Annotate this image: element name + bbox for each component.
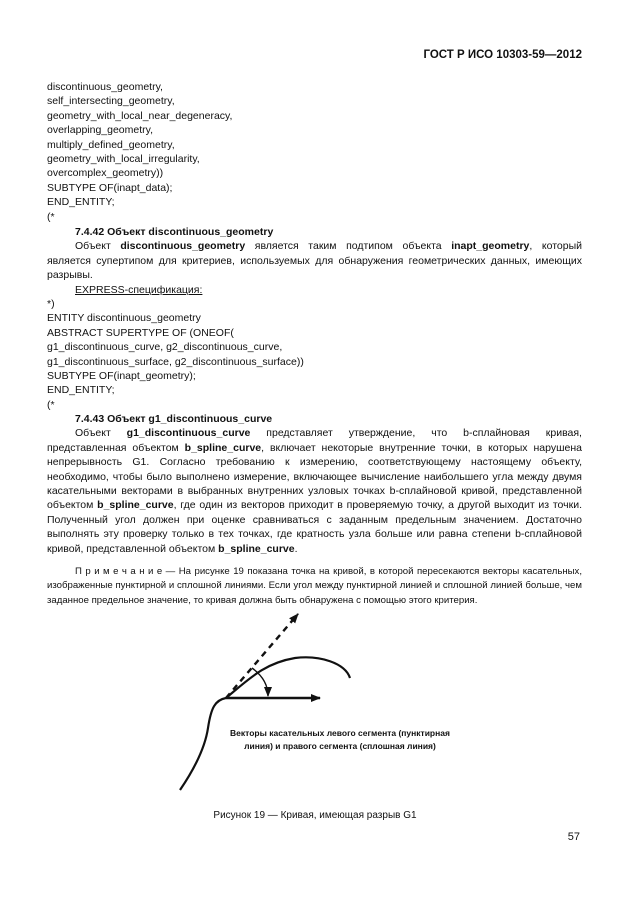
code-line: g1_discontinuous_surface, g2_discontinuous_surface)): [47, 355, 304, 368]
section-paragraph: [47, 239, 582, 282]
code-line: (*: [47, 398, 55, 411]
note-text: — На рисунке 19 показана точка на кривой, в которой пересекаются векторы касательных, изображенные пунктирной и сплошной линиями. Если угол между пунктирной линией и сплошной линией больше, чем заданное предельное значение, то кривая должна быть обнаружена с помощью этого критерия.: [47, 566, 582, 606]
section-paragraph: [47, 426, 582, 556]
section-7-4-43: [47, 412, 582, 556]
code-line: g1_discontinuous_curve, g2_discontinuous_curve,: [47, 341, 283, 354]
section-heading: 7.4.43 Объект g1_discontinuous_curve: [75, 413, 273, 425]
entity-name: b_spline_curve: [184, 441, 262, 454]
section-7-4-42: [47, 225, 582, 297]
code-block-1: [47, 80, 587, 224]
code-line: geometry_with_local_near_degeneracy,: [47, 109, 233, 122]
figure-label: [200, 727, 480, 753]
left-tangent-vector-dashed: [226, 614, 298, 698]
code-block-2: [47, 297, 587, 412]
figure-label-line: линия) и правого сегмента (сплошная линия): [244, 741, 436, 751]
figure-caption: Рисунок 19 — Кривая, имеющая разрыв G1: [213, 810, 417, 821]
text: Объект: [75, 240, 121, 253]
text: .: [294, 542, 298, 555]
code-line: (*: [47, 210, 55, 223]
note-label: П р и м е ч а н и е: [75, 566, 163, 577]
code-line: discontinuous_geometry,: [47, 81, 163, 93]
entity-name: b_spline_curve: [97, 499, 174, 512]
entity-name: inapt_geometry: [451, 240, 530, 253]
code-line: self_intersecting_geometry,: [47, 95, 175, 108]
code-line: END_ENTITY;: [47, 384, 115, 397]
entity-name: g1_discontinuous_curve: [126, 427, 251, 440]
entity-name: discontinuous_geometry: [120, 240, 246, 253]
text: , который является супертипом для критериев, используемых для обнаружения геометрических данных, имеющих разрывы.: [47, 240, 582, 282]
code-line: SUBTYPE OF(inapt_geometry);: [47, 370, 196, 383]
code-line: SUBTYPE OF(inapt_data);: [47, 181, 173, 194]
text: является таким подтипом объекта: [245, 240, 452, 253]
document-header: ГОСТ Р ИСО 10303-59—2012: [423, 49, 582, 61]
code-line: ABSTRACT SUPERTYPE OF (ONEOF(: [47, 326, 234, 339]
text: , где один из векторов приходит в проверяемую точку, а другой выходит из точки. Полученный угол должен при оценке сравниваться с заданным предельным значением. Достаточно выполнять эту проверку только в тех точках, где кратность узла больше или равна степени b-сплайновой кривой, представленной объектом: [47, 499, 582, 555]
note: [47, 565, 582, 608]
entity-name: b_spline_curve: [218, 542, 295, 555]
code-line: END_ENTITY;: [47, 196, 115, 209]
text: , включает некоторые внутренние точки, в которых нарушена непрерывность G1. Согласно требованию к измерению, соответствующему настоящему объекту, необходимо, чтобы было выполнено измерение, включающее вычисление наибольшего угла между двумя касательными векторами в выбранных внутренних узловых точках b-сплайновой кривой, представленной объектом: [47, 441, 582, 512]
code-line: overlapping_geometry,: [47, 124, 154, 137]
section-heading: 7.4.42 Объект discontinuous_geometry: [75, 226, 274, 238]
code-line: multiply_defined_geometry,: [47, 138, 175, 151]
page-number: 57: [567, 831, 580, 843]
code-line: *): [47, 298, 55, 310]
code-line: overcomplex_geometry)): [47, 167, 164, 180]
text: Объект: [75, 427, 127, 440]
code-line: ENTITY discontinuous_geometry: [47, 312, 201, 325]
express-spec-label: EXPRESS-спецификация:: [75, 283, 203, 296]
code-line: geometry_with_local_irregularity,: [47, 153, 200, 166]
curve-figure: [170, 608, 470, 808]
note-paragraph: [47, 565, 582, 608]
figure-label-line: Векторы касательных левого сегмента (пунктирная: [230, 728, 450, 738]
text: представляет утверждение, что b-сплайновая кривая, представленная объектом: [47, 427, 582, 454]
